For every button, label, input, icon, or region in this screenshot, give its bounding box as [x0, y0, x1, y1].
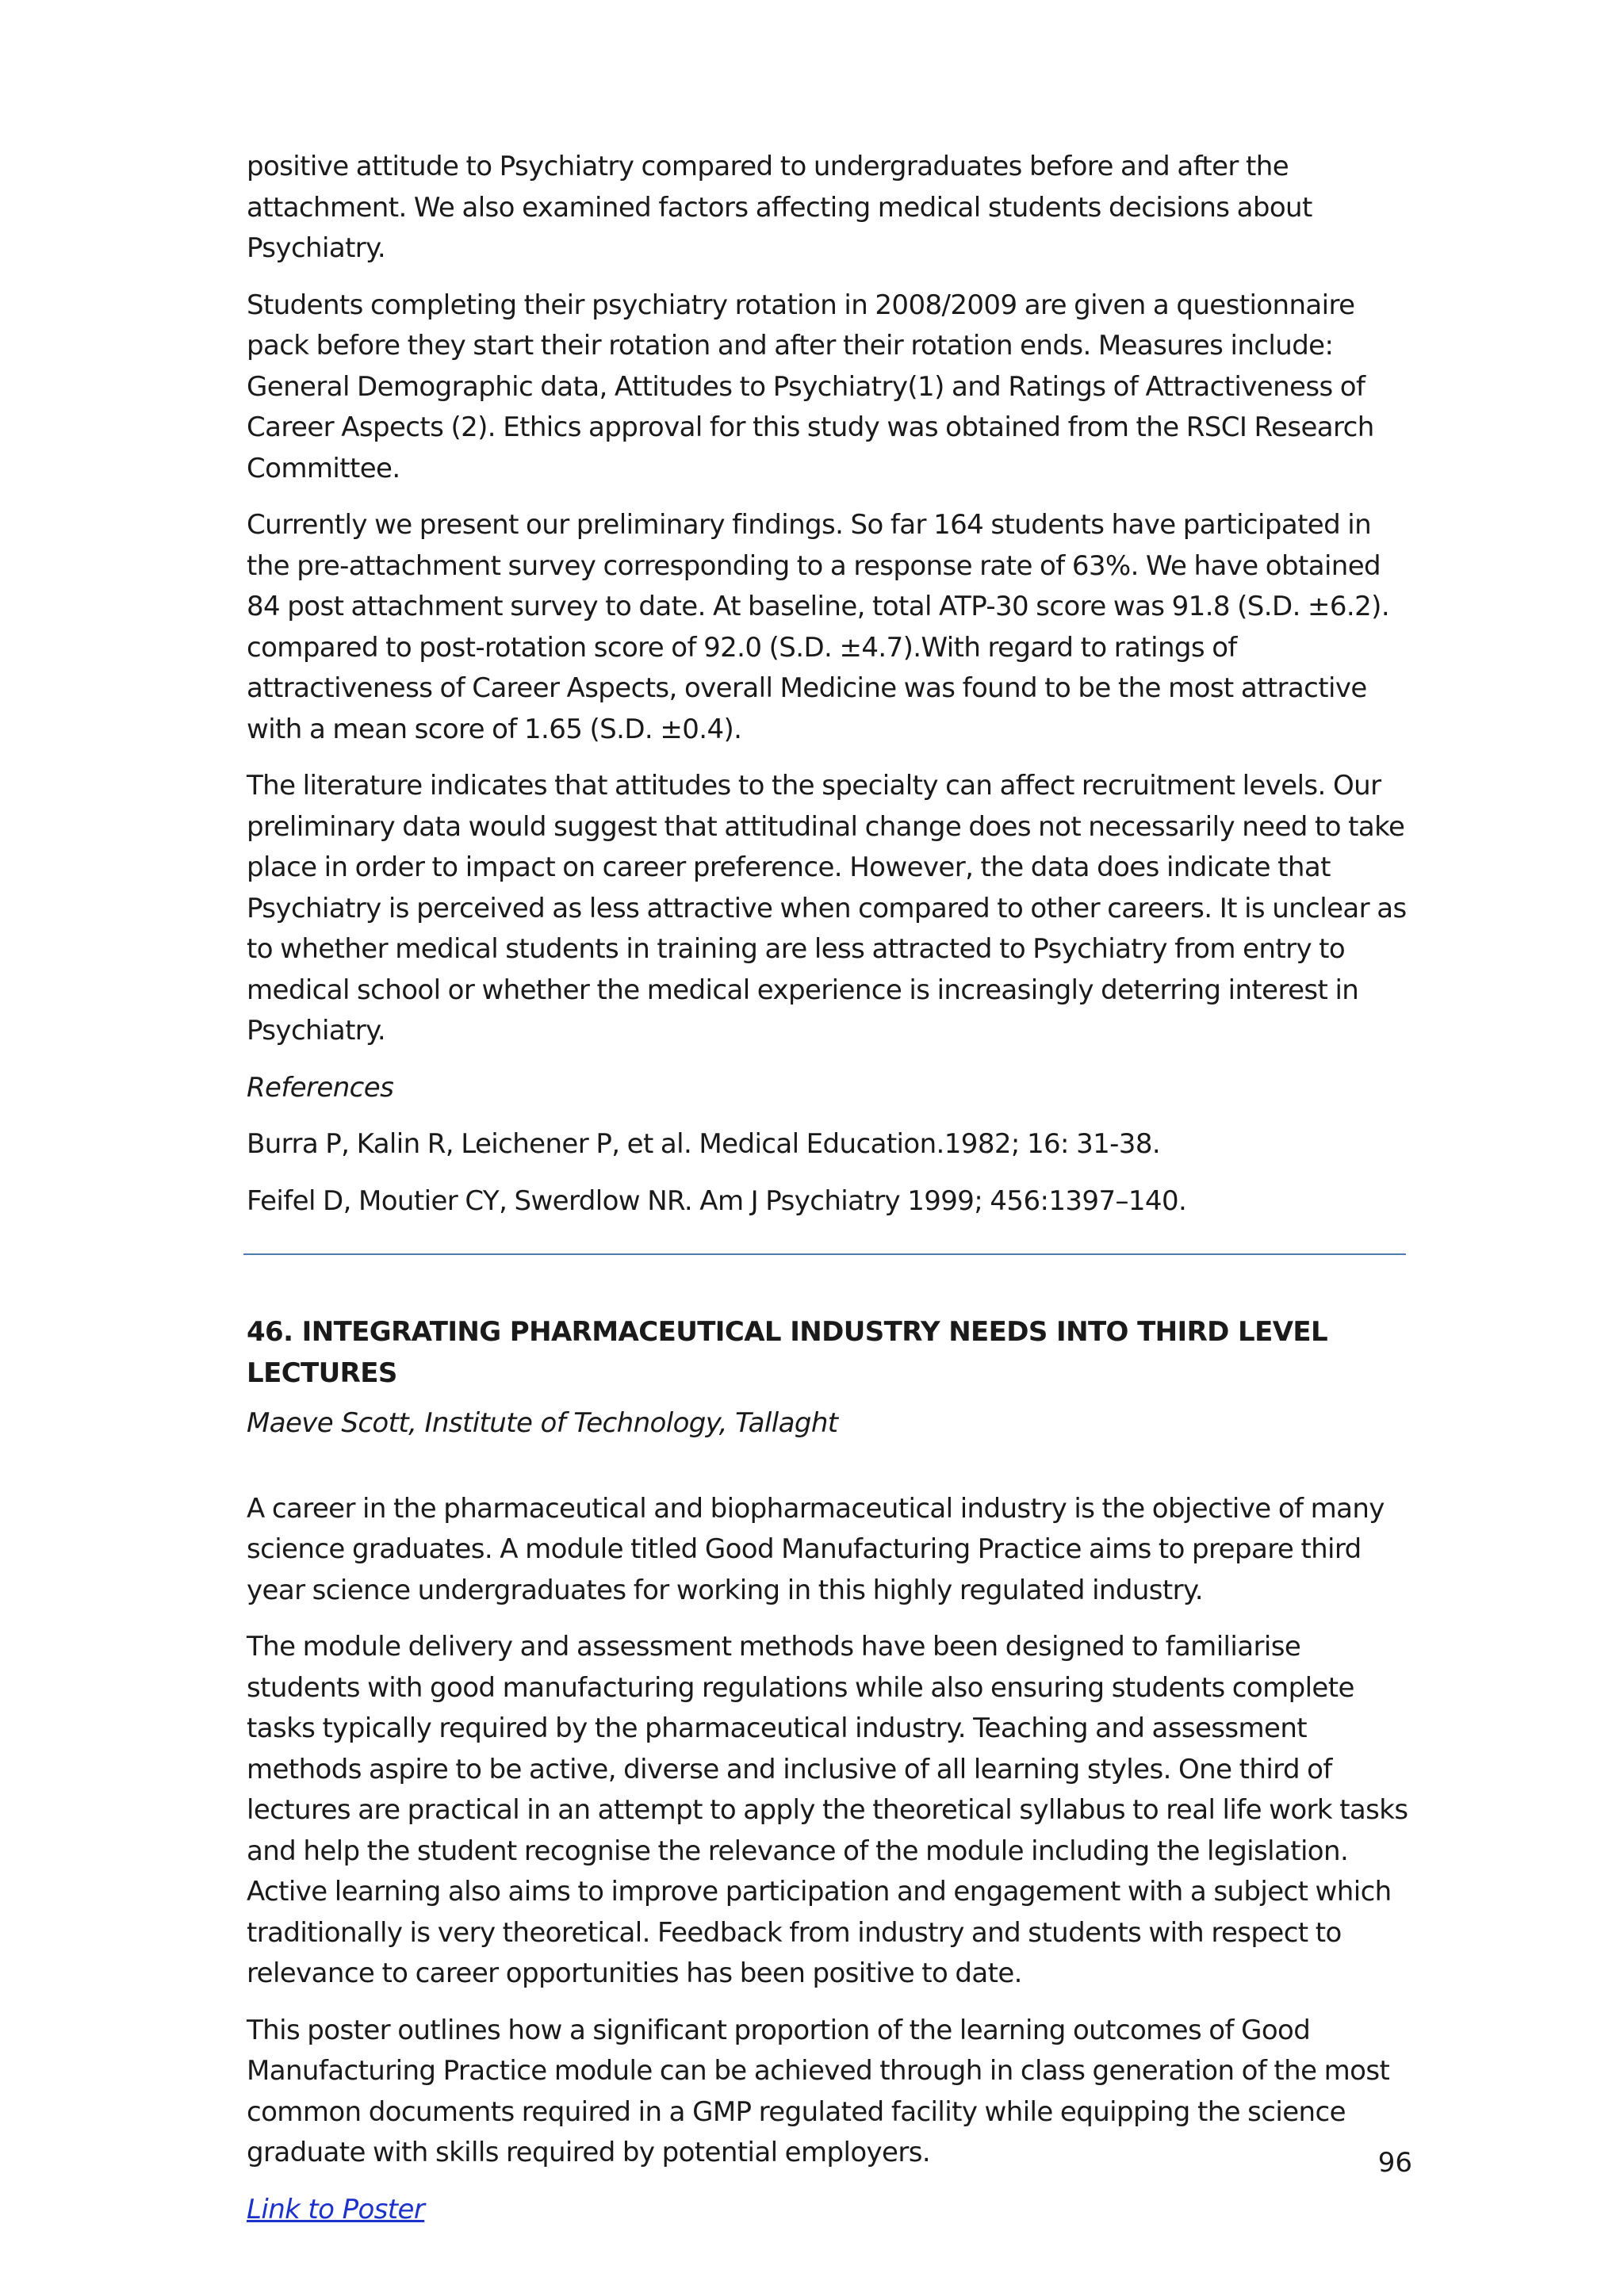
- body-paragraph: positive attitude to Psychiatry compared to undergraduates before and after the attachment. We also examined factors affecting medical students decisions about Psychiatry.: [247, 151, 1312, 264]
- reference-item: Feifel D, Moutier CY, Swerdlow NR. Am J Psychiatry 1999; 456:1397–140.: [247, 1184, 1187, 1217]
- body-paragraph: The literature indicates that attitudes to the specialty can affect recruitment levels. Our preliminary data would suggest that attitudinal change does not necessarily need to take place in order to impact on career preference. However, the data does indicate that Psychiatry is perceived as less attractive when compared to other careers. It is unclear as to whether medical students in training are less attracted to Psychiatry from entry to medical school or whether the medical experience is increasingly deterring interest in Psychiatry.: [247, 770, 1407, 1047]
- body-paragraph: Students completing their psychiatry rotation in 2008/2009 are given a questionnaire pack before they start their rotation and after their rotation ends. Measures include: General Demographic data, Attitudes to Psychiatry(1) and Ratings of Attractiveness of Career Aspects (2). Ethics approval for this study was obtained from the RSCI Research Committee.: [247, 289, 1374, 484]
- references-heading: References: [247, 1071, 394, 1104]
- section-divider: [243, 1253, 1406, 1255]
- reference-item: Burra P, Kalin R, Leichener P, et al. Medical Education.1982; 16: 31-38.: [247, 1128, 1161, 1160]
- link-to-poster[interactable]: Link to Poster: [247, 2193, 425, 2225]
- body-paragraph: A career in the pharmaceutical and biopharmaceutical industry is the objective of many science graduates. A module titled Good Manufacturing Practice aims to prepare third year science undergraduates for working in this highly regulated industry.: [247, 1492, 1385, 1606]
- page-number: 96: [1377, 2147, 1412, 2179]
- body-paragraph: The module delivery and assessment methods have been designed to familiarise students with good manufacturing regulations while also ensuring students complete tasks typically required by the pharmaceutical industry. Teaching and assessment methods aspire to be active, diverse and inclusive of all learning styles. One third of lectures are practical in an attempt to apply the theoretical syllabus to real life work tasks and help the student recognise the relevance of the module including the legislation. Active learning also aims to improve participation and engagement with a subject which traditionally is very theoretical. Feedback from industry and students with respect to relevance to career opportunities has been positive to date.: [247, 1631, 1408, 1989]
- section-title: 46. INTEGRATING PHARMACEUTICAL INDUSTRY NEEDS INTO THIRD LEVEL LECTURES: [247, 1316, 1328, 1389]
- document-page: [247, 147, 1412, 2230]
- body-paragraph: This poster outlines how a significant proportion of the learning outcomes of Good Manufacturing Practice module can be achieved through in class generation of the most common documents required in a GMP regulated facility while equipping the science graduate with skills required by potential employers.: [247, 2014, 1390, 2168]
- section-author: Maeve Scott, Institute of Technology, Tallaght: [247, 1407, 838, 1439]
- body-paragraph: Currently we present our preliminary findings. So far 164 students have participated in the pre-attachment survey corresponding to a response rate of 63%. We have obtained 84 post attachment survey to date. At baseline, total ATP-30 score was 91.8 (S.D. ±6.2). compared to post-rotation score of 92.0 (S.D. ±4.7).With regard to ratings of attractiveness of Career Aspects, overall Medicine was found to be the most attractive with a mean score of 1.65 (S.D. ±0.4).: [247, 509, 1390, 745]
